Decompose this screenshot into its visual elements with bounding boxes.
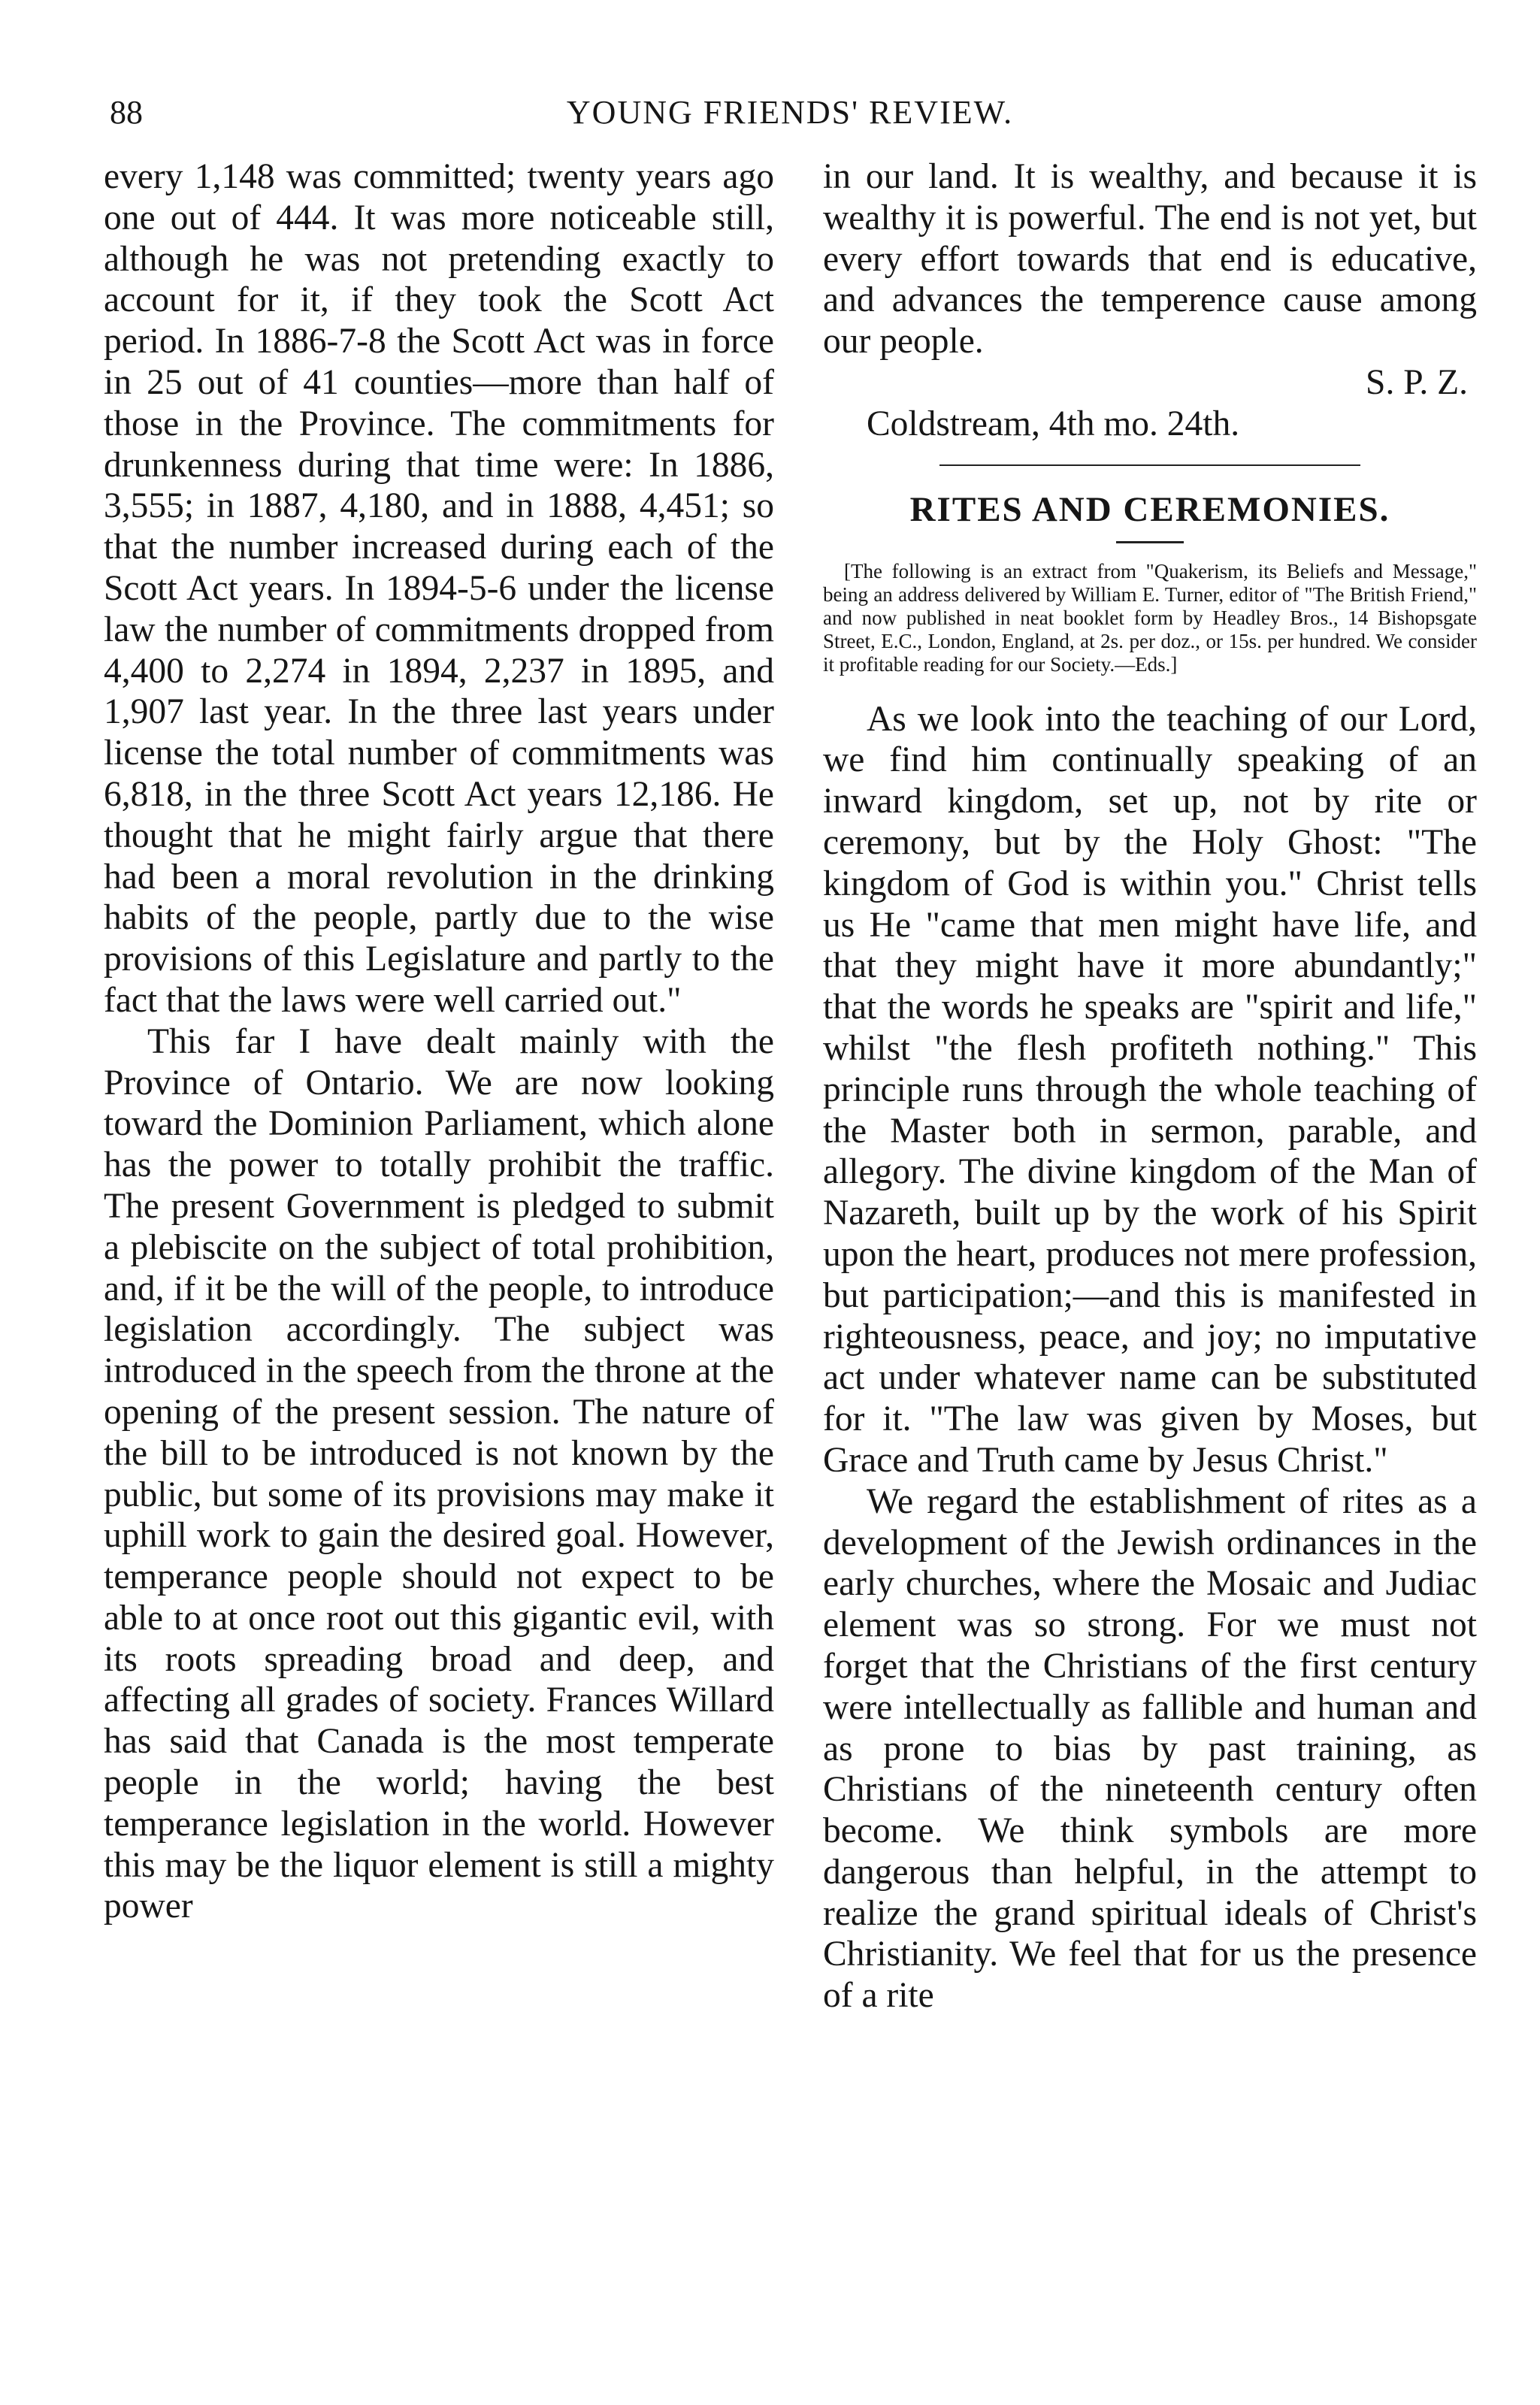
body-paragraph: every 1,148 was committed; twenty years ago one out of 444. It was more noticeable still, although he was not pretending exactly to account for it, if they took the Scott Act period. In 1886-7-8 the Scott Act was in force in 25 out of 41 counties—more than half of those in the Province. The commitments for drunkenness during that time were: In 1886, 3,555; in 1887, 4,180, and in 1888, 4,451; so that the number increased during each of the Scott Act years. In 1894-5-6 under the license law the number of commitments dropped from 4,400 to 2,274 in 1894, 2,237 in 1895, and 1,907 last year. In the three last years under license the total number of commitments was 6,818, in the three Scott Act years 12,186. He thought that he might fairly argue that there had been a moral revolution in the drinking habits of the people, partly due to the wise provisions of this Legislature and partly to the fact that the laws were well carried out." <box>104 157 774 1020</box>
editor-note: [The following is an extract from "Quakerism, its Beliefs and Message," being an address delivered by William E. Turner, editor of "The British Friend," and now published in neat booklet form by Headley Bros., 14 Bishopsgate Street, E.C., London, England, at 2s. per doz., or 15s. per hundred. We consider it profitable reading for our Society.—Eds.] <box>823 559 1477 676</box>
body-paragraph: As we look into the teaching of our Lord, we find him continually speaking of an inward kingdom, set up, not by rite or ceremony, but by the Holy Ghost: "The kingdom of God is within you." Christ tells us He "came that men might have life, and that they might have it more abundantly;" that the words he speaks are "spirit and life," whilst "the flesh profiteth nothing." This principle runs through the whole teaching of the Master both in sermon, parable, and allegory. The divine kingdom of the Man of Nazareth, built up by the work of his Spirit upon the heart, produces not mere profession, but participation;—and this is manifested in righteousness, peace, and joy; no imputative act under whatever name can be substituted for it. "The law was given by Moses, but Grace and Truth came by Jesus Christ." <box>823 699 1477 1480</box>
page-header <box>110 90 1470 143</box>
body-paragraph: We regard the establishment of rites as a development of the Jewish ordinances in the early churches, where the Mosaic and Judiac element was so strong. For we must not forget that the Christians of the first century were intellectually as fallible and human and as prone to bias by past training, as Christians of the nineteenth century often become. We think symbols are more dangerous than helpful, in the attempt to realize the grand spiritual ideals of Christ's Christianity. We feel that for us the presence of a rite <box>823 1481 1477 2016</box>
section-divider <box>939 464 1360 466</box>
author-signature: S. P. Z. <box>1366 362 1468 402</box>
right-column <box>823 156 1477 2016</box>
page-number: 88 <box>110 94 143 131</box>
title-underline <box>1116 541 1184 543</box>
dateline: Coldstream, 4th mo. 24th. <box>867 404 1240 443</box>
body-paragraph: in our land. It is wealthy, and because it is wealthy it is powerful. The end is not yet, but every effort towards that end is educative, and advances the temperence cause among our people. <box>823 157 1477 362</box>
running-title: YOUNG FRIENDS' REVIEW. <box>566 94 1014 131</box>
left-column <box>104 156 774 1927</box>
body-paragraph: This far I have dealt mainly with the Province of Ontario. We are now looking toward the Dominion Parliament, which alone has the power to totally prohibit the traffic. The present Government is pledged to submit a plebiscite on the subject of total prohibition, and, if it be the will of the people, to introduce legislation accordingly. The subject was introduced in the speech from the throne at the opening of the present session. The nature of the bill to be introduced is not known by the public, but some of its provisions may make it uphill work to gain the desired goal. However, temperance people should not expect to be able to at once root out this gigantic evil, with its roots spreading broad and deep, and affecting all grades of society. Frances Willard has said that Canada is the most temperate people in the world; having the best temperance legislation in the world. However this may be the liquor element is still a mighty power <box>104 1021 774 1926</box>
section-title: RITES AND CEREMONIES. <box>909 489 1390 529</box>
